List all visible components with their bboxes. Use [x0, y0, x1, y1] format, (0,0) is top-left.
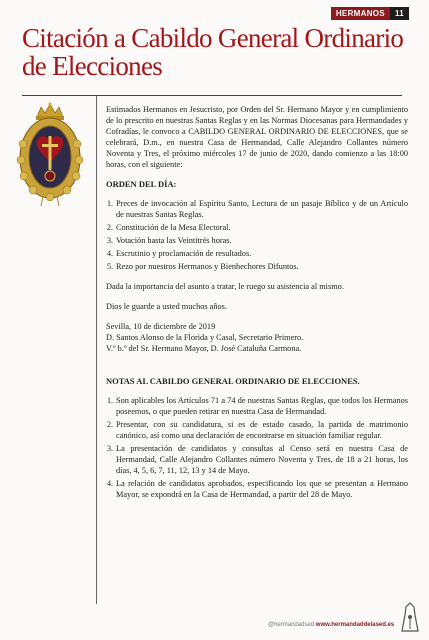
orden-title: ORDEN DEL DÍA:	[106, 179, 177, 189]
list-item: 5. Rezo por nuestros Hermanos y Bienhechores Difuntos.	[115, 261, 408, 272]
intro-paragraph: Estimados Hermanos en Jesucristo, por Orden del Sr. Hermano Mayor y en cumplimiento de lo prescrito en nuestras Santas Reglas y en las Normas Diocesanas para Hermandades y Cofradías, le convoco a CABILDO GENERAL ORDINARIO DE ELECCIONES, que se celebrará, D.m., en nuestra Casa de Hermandad, Calle Alejandro Collantes número Noventa y Tres, el próximo miércoles 17 de junio de 2020, dando comienzo a las 18:00 horas, con el siguiente:	[106, 105, 408, 169]
list-item: 3. Votación hasta las Veintitrés horas.	[115, 235, 408, 246]
section-name: HERMANOS	[331, 7, 390, 20]
closing-request: Dada la importancia del asunto a tratar, le ruego su asistencia al mismo.	[106, 282, 344, 291]
notas-title: NOTAS AL CABILDO GENERAL ORDINARIO DE ELECCIONES.	[106, 376, 360, 386]
closing-blessing: Dios le guarde a usted muchos años.	[106, 302, 227, 311]
website-link[interactable]: www.hermandaddelased.es	[315, 622, 395, 628]
section-tag	[331, 7, 409, 20]
signature-approval: V.º b.º del Sr. Hermano Mayor, D. José Cataluña Carmona.	[106, 344, 302, 353]
notas-list	[106, 395, 408, 500]
column-divider	[96, 96, 97, 604]
robed-figure-watermark-icon	[399, 601, 421, 635]
list-item: 4. La relación de candidatos aprobados, especificando los que se presentan a Hermano Mayor, se expondrá en la Casa de Hermandad, a partir del 28 de Mayo.	[115, 478, 408, 500]
signature-secretary: D. Santos Alonso de la Florida y Casal, Secretario Primero.	[106, 333, 304, 342]
list-item: 1. Preces de invocación al Espíritu Santo, Lectura de un pasaje Bíblico y de un Artículo de nuestras Santas Reglas.	[115, 198, 408, 220]
social-handle: @hermandadsed	[268, 622, 315, 628]
list-item: 4. Escrutinio y proclamación de resultados.	[115, 248, 408, 259]
list-item: 1. Son aplicables los Artículos 71 a 74 de nuestras Santas Reglas, que todos los Hermanos poseemos, o que pueden retirar en nuestra Casa de Hermandad.	[115, 395, 408, 417]
list-item: 3. La presentación de candidatos y consultas al Censo será en nuestra Casa de Hermandad, Calle Alejandro Collantes número Noventa y Tres, de 18 a 21 horas, los días, 4, 5, 6, 7, 11, 12, 13 y 14 de Mayo.	[115, 443, 408, 476]
letter-body	[106, 104, 408, 509]
signature-date: Sevilla, 10 de diciembre de 2019	[106, 322, 216, 331]
page-title: Citación a Cabildo General Ordinario de Elecciones	[22, 23, 404, 81]
page-number: 11	[390, 7, 409, 20]
title-divider	[22, 95, 402, 96]
list-item: 2. Constitución de la Mesa Electoral.	[115, 222, 408, 233]
brotherhood-emblem-icon	[13, 100, 87, 208]
list-item: 2. Presentar, con su candidatura, si es de estado casado, la partida de matrimonio canónico, así como una declaración de encontrarse en situación familiar regular.	[115, 419, 408, 441]
footer	[268, 622, 394, 628]
orden-list	[106, 198, 408, 272]
signature-block	[106, 321, 408, 354]
